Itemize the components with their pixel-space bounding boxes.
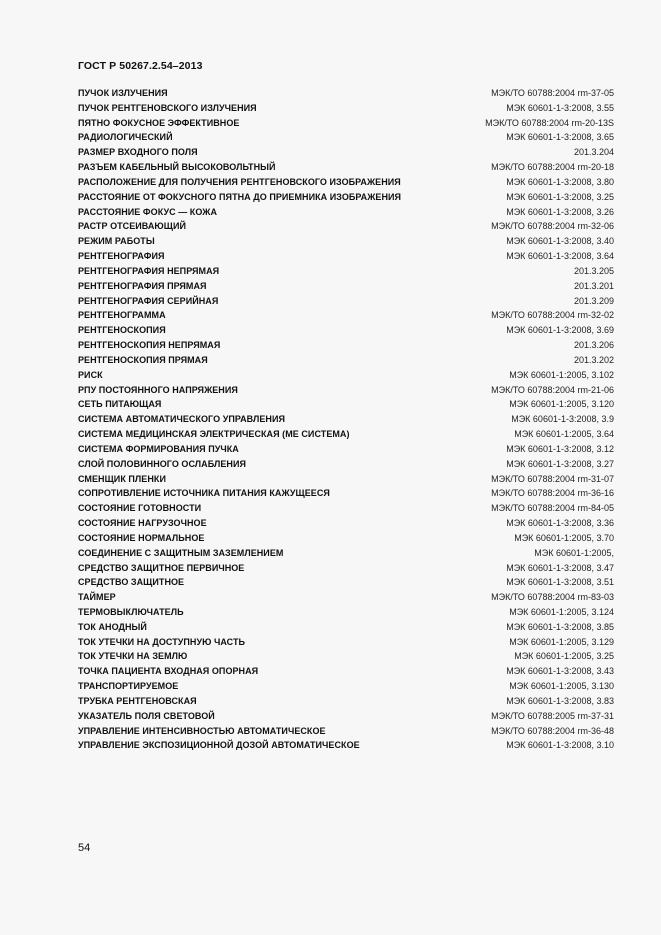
entry-term: РЕНТГЕНОГРАФИЯ СЕРИЙНАЯ [78, 295, 219, 306]
entry-term: РЕНТГЕНОСКОПИЯ ПРЯМАЯ [78, 354, 208, 365]
index-entry [78, 546, 614, 561]
document-header: ГОСТ Р 50267.2.54–2013 [78, 60, 203, 72]
entry-reference: МЭК 60601-1:2005, 3.124 [509, 606, 614, 617]
index-entry [78, 145, 614, 160]
index-entry [78, 516, 614, 531]
entry-reference: МЭК 60601-1:2005, 3.70 [514, 532, 614, 543]
index-entry [78, 457, 614, 472]
entry-term: СОСТОЯНИЕ ГОТОВНОСТИ [78, 503, 202, 514]
entry-reference: МЭК 60601-1:2005, 3.64 [514, 429, 614, 440]
index-entry [78, 486, 614, 501]
index-entry [78, 130, 614, 145]
entry-term: СРЕДСТВО ЗАЩИТНОЕ ПЕРВИЧНОЕ [78, 562, 245, 573]
entry-term: ПУЧОК ИЗЛУЧЕНИЯ [78, 88, 168, 98]
index-entry [78, 190, 614, 205]
index-entry [78, 531, 614, 546]
entry-reference: МЭК 60601-1:2005, 3.120 [509, 399, 614, 410]
entry-reference: МЭК 60601-1-3:2008, 3.55 [506, 102, 614, 113]
index-entry [78, 368, 614, 383]
entry-term: РЕЖИМ РАБОТЫ [78, 236, 155, 247]
entry-term: РАЗМЕР ВХОДНОГО ПОЛЯ [78, 147, 198, 158]
entry-term: СИСТЕМА МЕДИЦИНСКАЯ ЭЛЕКТРИЧЕСКАЯ (МЕ СИСТЕМА) [78, 429, 350, 440]
entry-term: ТОК УТЕЧКИ НА ЗЕМЛЮ [78, 651, 188, 662]
entry-reference: 201.3.206 [573, 340, 614, 351]
index-entry [78, 234, 614, 249]
entry-term: РАСПОЛОЖЕНИЕ ДЛЯ ПОЛУЧЕНИЯ РЕНТГЕНОВСКОГО ИЗОБРАЖЕНИЯ [78, 176, 401, 187]
index-entry [78, 664, 614, 679]
entry-term: РЕНТГЕНОСКОПИЯ НЕПРЯМАЯ [78, 340, 221, 351]
entry-term: ТОК УТЕЧКИ НА ДОСТУПНУЮ ЧАСТЬ [78, 636, 246, 647]
index-entry [78, 264, 614, 279]
entry-reference: МЭК/ТО 60788:2004 rm-32-02 [491, 310, 614, 321]
entry-reference: МЭК/ТО 60788:2004 rm-21-06 [491, 384, 614, 395]
entry-reference: МЭК 60601-1-3:2008, 3.51 [506, 577, 614, 588]
index-entry [78, 412, 614, 427]
entry-reference: МЭК 60601-1:2005, 3.102 [509, 369, 614, 380]
entry-term: СИСТЕМА ФОРМИРОВАНИЯ ПУЧКА [78, 443, 239, 454]
entry-reference: МЭК/ТО 60788:2004 rm-31-07 [491, 473, 614, 484]
index-entry [78, 338, 614, 353]
entry-reference: МЭК 60601-1-3:2008, 3.40 [506, 236, 614, 247]
entry-reference: МЭК 60601-1:2005, 3.129 [509, 636, 614, 647]
entry-reference: МЭК 60601-1:2005, 3.25 [514, 651, 614, 662]
index-entry [78, 590, 614, 605]
index-entry [78, 353, 614, 368]
entry-reference: 201.3.209 [573, 295, 614, 306]
entry-reference: МЭК/ТО 60788:2004 rm-36-16 [491, 488, 614, 499]
entry-term: РИСК [78, 369, 103, 380]
entry-term: РАССТОЯНИЕ ОТ ФОКУСНОГО ПЯТНА ДО ПРИЕМНИКА ИЗОБРАЖЕНИЯ [78, 191, 402, 202]
entry-term: РЕНТГЕНОСКОПИЯ [78, 325, 166, 336]
index-entry [78, 635, 614, 650]
index-entry [78, 249, 614, 264]
index-entry [78, 501, 614, 516]
index-entry [78, 175, 614, 190]
index-entry [78, 160, 614, 175]
entry-term: СОЕДИНЕНИЕ С ЗАЩИТНЫМ ЗАЗЕМЛЕНИЕМ [78, 547, 284, 558]
index-entry [78, 575, 614, 590]
entry-reference: МЭК 60601-1-3:2008, 3.47 [506, 562, 614, 573]
entry-reference: МЭК/ТО 60788:2004 rm-83-03 [491, 592, 614, 603]
entry-term: СОПРОТИВЛЕНИЕ ИСТОЧНИКА ПИТАНИЯ КАЖУЩЕЕСЯ [78, 488, 330, 499]
entry-term: РАЗЪЕМ КАБЕЛЬНЫЙ ВЫСОКОВОЛЬТНЫЙ [78, 162, 276, 173]
entry-term: РЕНТГЕНОГРАФИЯ ПРЯМАЯ [78, 280, 207, 291]
entry-term: СРЕДСТВО ЗАЩИТНОЕ [78, 577, 185, 588]
page-number: 54 [78, 842, 91, 854]
entry-reference: МЭК/ТО 60788:2004 rm-36-48 [491, 725, 614, 736]
index-entry [78, 561, 614, 576]
entry-term: СОСТОЯНИЕ НАГРУЗОЧНОЕ [78, 518, 207, 529]
entry-term: РЕНТГЕНОГРАММА [78, 310, 166, 321]
term-index-list [78, 86, 614, 753]
entry-reference: МЭК/ТО 60788:2004 rm-20-13S [485, 117, 614, 128]
index-entry [78, 323, 614, 338]
entry-reference: МЭК 60601-1:2005, 3.130 [509, 681, 614, 692]
entry-reference: 201.3.202 [573, 354, 614, 365]
entry-reference: МЭК 60601-1-3:2008, 3.64 [506, 251, 614, 262]
entry-reference: 201.3.204 [573, 147, 614, 158]
entry-reference: 201.3.205 [573, 265, 614, 276]
index-entry [78, 649, 614, 664]
index-entry [78, 620, 614, 635]
index-entry [78, 294, 614, 309]
index-entry [78, 738, 614, 753]
entry-reference: МЭК 60601-1-3:2008, 3.69 [506, 325, 614, 336]
entry-term: ТРУБКА РЕНТГЕНОВСКАЯ [78, 695, 197, 706]
index-entry [78, 397, 614, 412]
entry-reference: МЭК 60601-1-3:2008, 3.80 [506, 176, 614, 187]
entry-reference: МЭК/ТО 60788:2004 rm-32-06 [491, 221, 614, 232]
entry-term: РАСТР ОТСЕИВАЮЩИЙ [78, 221, 187, 232]
index-entry [78, 427, 614, 442]
entry-reference: МЭК/ТО 60788:2004 rm-84-05 [491, 503, 614, 514]
entry-reference: МЭК 60601-1:2005, [534, 547, 614, 558]
index-entry [78, 442, 614, 457]
entry-reference: МЭК/ТО 60788:2004 rm-37-05 [491, 88, 614, 98]
entry-term: РАССТОЯНИЕ ФОКУС — КОЖА [78, 206, 218, 217]
entry-reference: МЭК 60601-1-3:2008, 3.85 [506, 621, 614, 632]
entry-reference: МЭК 60601-1-3:2008, 3.9 [511, 414, 614, 425]
entry-reference: МЭК 60601-1-3:2008, 3.26 [506, 206, 614, 217]
entry-reference: МЭК 60601-1-3:2008, 3.36 [506, 518, 614, 529]
entry-term: УКАЗАТЕЛЬ ПОЛЯ СВЕТОВОЙ [78, 710, 215, 721]
entry-term: РЕНТГЕНОГРАФИЯ [78, 251, 165, 262]
index-entry [78, 101, 614, 116]
entry-term: СМЕНЩИК ПЛЕНКИ [78, 473, 166, 484]
index-entry [78, 679, 614, 694]
entry-term: СЕТЬ ПИТАЮЩАЯ [78, 399, 162, 410]
index-entry [78, 219, 614, 234]
index-entry [78, 472, 614, 487]
index-entry [78, 605, 614, 620]
entry-reference: МЭК/ТО 60788:2004 rm-20-18 [491, 162, 614, 173]
entry-reference: МЭК 60601-1-3:2008, 3.43 [506, 666, 614, 677]
index-entry [78, 308, 614, 323]
index-entry [78, 116, 614, 131]
entry-term: СИСТЕМА АВТОМАТИЧЕСКОГО УПРАВЛЕНИЯ [78, 414, 285, 425]
entry-term: ТРАНСПОРТИРУЕМОЕ [78, 681, 179, 692]
entry-term: ТОЧКА ПАЦИЕНТА ВХОДНАЯ ОПОРНАЯ [78, 666, 259, 677]
index-entry [78, 709, 614, 724]
entry-term: СОСТОЯНИЕ НОРМАЛЬНОЕ [78, 532, 205, 543]
entry-term: ТОК АНОДНЫЙ [78, 621, 147, 632]
index-entry [78, 383, 614, 398]
index-entry [78, 724, 614, 739]
entry-reference: МЭК 60601-1-3:2008, 3.83 [506, 695, 614, 706]
entry-reference: МЭК 60601-1-3:2008, 3.12 [506, 443, 614, 454]
entry-term: РПУ ПОСТОЯННОГО НАПРЯЖЕНИЯ [78, 384, 238, 395]
entry-term: УПРАВЛЕНИЕ ИНТЕНСИВНОСТЬЮ АВТОМАТИЧЕСКОЕ [78, 725, 326, 736]
index-entry [78, 694, 614, 709]
entry-term: СЛОЙ ПОЛОВИННОГО ОСЛАБЛЕНИЯ [78, 458, 247, 469]
entry-term: ПУЧОК РЕНТГЕНОВСКОГО ИЗЛУЧЕНИЯ [78, 102, 257, 113]
entry-reference: 201.3.201 [573, 280, 614, 291]
entry-term: ПЯТНО ФОКУСНОЕ ЭФФЕКТИВНОЕ [78, 117, 240, 128]
index-entry [78, 279, 614, 294]
entry-reference: МЭК 60601-1-3:2008, 3.10 [506, 740, 614, 751]
entry-reference: МЭК 60601-1-3:2008, 3.25 [506, 191, 614, 202]
entry-term: ТАЙМЕР [78, 592, 116, 603]
entry-reference: МЭК/ТО 60788:2005 rm-37-31 [491, 710, 614, 721]
index-entry [78, 205, 614, 220]
entry-term: УПРАВЛЕНИЕ ЭКСПОЗИЦИОННОЙ ДОЗОЙ АВТОМАТИЧЕСКОЕ [78, 740, 360, 751]
entry-reference: МЭК 60601-1-3:2008, 3.27 [506, 458, 614, 469]
index-entry [78, 86, 614, 101]
entry-term: РАДИОЛОГИЧЕСКИЙ [78, 132, 173, 143]
entry-reference: МЭК 60601-1-3:2008, 3.65 [506, 132, 614, 143]
entry-term: ТЕРМОВЫКЛЮЧАТЕЛЬ [78, 606, 184, 617]
entry-term: РЕНТГЕНОГРАФИЯ НЕПРЯМАЯ [78, 265, 220, 276]
